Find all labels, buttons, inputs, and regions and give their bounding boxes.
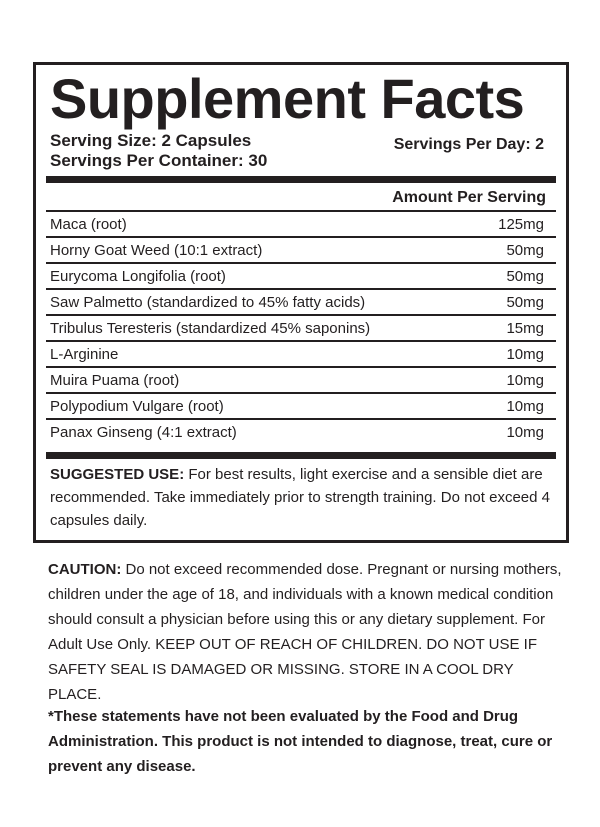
ingredient-row — [46, 394, 556, 420]
amount-per-serving-header: Amount Per Serving — [392, 189, 546, 206]
ingredient-row — [46, 212, 556, 238]
bottom-divider — [46, 452, 556, 459]
ingredient-name: Saw Palmetto (standardized to 45% fatty acids) — [50, 294, 366, 311]
ingredient-list — [46, 212, 556, 446]
suggested-use — [50, 463, 552, 532]
ingredient-row — [46, 342, 556, 368]
ingredient-name: Tribulus Teresteris (standardized 45% saponins) — [50, 320, 371, 337]
ingredient-amount: 10mg — [506, 424, 544, 441]
suggested-use-text: For best results, light exercise and a sensible diet are recommended. Take immediately prior to strength training. Do not exceed 4 capsules daily. — [50, 466, 550, 529]
ingredient-amount: 10mg — [506, 346, 544, 363]
ingredient-name: Eurycoma Longifolia (root) — [50, 268, 226, 285]
servings-per-container: Servings Per Container: 30 — [50, 151, 268, 170]
ingredient-amount: 50mg — [506, 268, 544, 285]
ingredient-name: Horny Goat Weed (10:1 extract) — [50, 242, 263, 259]
ingredient-name: Muira Puama (root) — [50, 372, 180, 389]
ingredient-row — [46, 420, 556, 446]
thick-divider — [46, 176, 556, 183]
ingredient-amount: 10mg — [506, 398, 544, 415]
ingredient-amount: 50mg — [506, 242, 544, 259]
ingredient-name: Maca (root) — [50, 216, 127, 233]
ingredient-row — [46, 316, 556, 342]
ingredient-row — [46, 290, 556, 316]
suggested-use-label: SUGGESTED USE: — [50, 466, 185, 483]
ingredient-name: L-Arginine — [50, 346, 119, 363]
ingredient-row — [46, 238, 556, 264]
ingredient-name: Polypodium Vulgare (root) — [50, 398, 224, 415]
ingredient-row — [46, 368, 556, 394]
ingredient-row — [46, 264, 556, 290]
panel-title: Supplement Facts — [50, 67, 525, 130]
ingredient-name: Panax Ginseng (4:1 extract) — [50, 424, 237, 441]
ingredient-amount: 50mg — [506, 294, 544, 311]
caution-text — [48, 557, 568, 707]
serving-size: Serving Size: 2 Capsules — [50, 131, 252, 150]
ingredient-amount: 125mg — [498, 216, 544, 233]
ingredient-amount: 15mg — [506, 320, 544, 337]
servings-per-day: Servings Per Day: 2 — [393, 136, 544, 153]
fda-disclaimer: *These statements have not been evaluated by the Food and Drug Administration. This product is not intended to diagnose, treat, cure or prevent any disease. — [48, 708, 553, 775]
ingredient-amount: 10mg — [506, 372, 544, 389]
supplement-facts-panel — [33, 62, 569, 543]
caution-label: CAUTION: — [48, 561, 122, 578]
caution-body: Do not exceed recommended dose. Pregnant or nursing mothers, children under the age of 18, and individuals with a known medical condition should consult a physician before using this or any dietary supplement. For Adult Use Only. KEEP OUT OF REACH OF CHILDREN. DO NOT USE IF SAFETY SEAL IS DAMAGED OR MISSING. STORE IN A COOL DRY PLACE. — [48, 561, 562, 703]
